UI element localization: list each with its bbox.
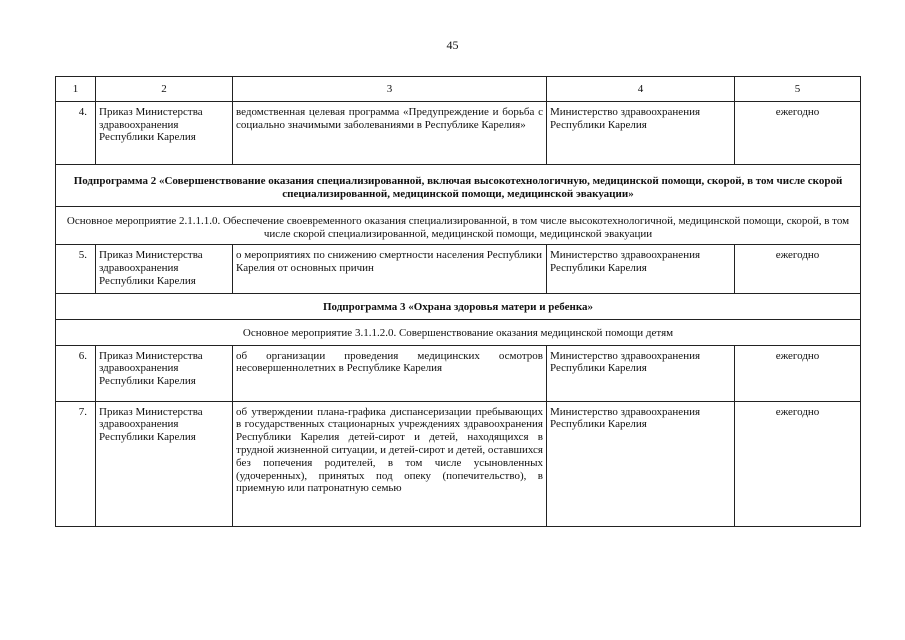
table-row — [56, 245, 861, 294]
header-cell-4: 4 — [547, 77, 735, 102]
frequency: ежегодно — [735, 102, 861, 165]
header-cell-1: 1 — [56, 77, 96, 102]
table-header-row — [56, 77, 861, 102]
table-row — [56, 102, 861, 165]
document-description: об организации проведения медицинских осмотров несовершеннолетних в Республике Карелия — [233, 345, 547, 401]
document-description: о мероприятиях по снижению смертности населения Республики Карелия от основных причин — [233, 245, 547, 294]
header-cell-2: 2 — [96, 77, 233, 102]
subprogram-2-title: Подпрограмма 2 «Совершенствование оказания специализированной, включая высокотехнологичную, медицинской помощи, скорой, в том числе скорой специализированной, медицинской помощи, медицинской эвакуации» — [56, 165, 861, 207]
main-event-3: Основное мероприятие 3.1.1.2.0. Совершенствование оказания медицинской помощи детям — [56, 319, 861, 345]
header-cell-3: 3 — [233, 77, 547, 102]
document-description: ведомственная целевая программа «Предупреждение и борьба с социально значимыми заболеваниями в Республике Карелия» — [233, 102, 547, 165]
row-number: 7. — [56, 401, 96, 526]
frequency: ежегодно — [735, 401, 861, 526]
document-type: Приказ Министерства здравоохранения Республики Карелия — [96, 345, 233, 401]
subprogram-3-title: Подпрограмма 3 «Охрана здоровья матери и ребенка» — [56, 294, 861, 320]
executor: Министерство здравоохранения Республики Карелия — [547, 245, 735, 294]
table-row — [56, 345, 861, 401]
main-event-2: Основное мероприятие 2.1.1.1.0. Обеспечение своевременного оказания специализированной, в том числе высокотехнологичной, медицинской помощи, скорой, в том числе скорой специализированной, медицинской помощи, медицинской эвакуации — [56, 207, 861, 245]
document-type: Приказ Министерства здравоохранения Республики Карелия — [96, 245, 233, 294]
row-number: 6. — [56, 345, 96, 401]
main-event-row — [56, 319, 861, 345]
row-number: 4. — [56, 102, 96, 165]
document-type: Приказ Министерства здравоохранения Республики Карелия — [96, 102, 233, 165]
header-cell-5: 5 — [735, 77, 861, 102]
document-description: об утверждении плана-графика диспансеризации пребывающих в государственных стационарных учреждениях здравоохранения Республики Карелия детей-сирот и детей, находящихся в трудной жизненной ситуации, и детей-сирот и детей, оставшихся без попечения родителей, в том числе усыновленных (удочеренных), принятых под опеку (попечительство), в приемную или патронатную семью — [233, 401, 547, 526]
document-type: Приказ Министерства здравоохранения Республики Карелия — [96, 401, 233, 526]
table-row — [56, 401, 861, 526]
executor: Министерство здравоохранения Республики Карелия — [547, 345, 735, 401]
frequency: ежегодно — [735, 345, 861, 401]
measures-table — [55, 76, 861, 527]
executor: Министерство здравоохранения Республики Карелия — [547, 401, 735, 526]
page-number: 45 — [446, 38, 459, 52]
main-event-row — [56, 207, 861, 245]
row-number: 5. — [56, 245, 96, 294]
subprogram-row — [56, 294, 861, 320]
executor: Министерство здравоохранения Республики Карелия — [547, 102, 735, 165]
frequency: ежегодно — [735, 245, 861, 294]
subprogram-row — [56, 165, 861, 207]
